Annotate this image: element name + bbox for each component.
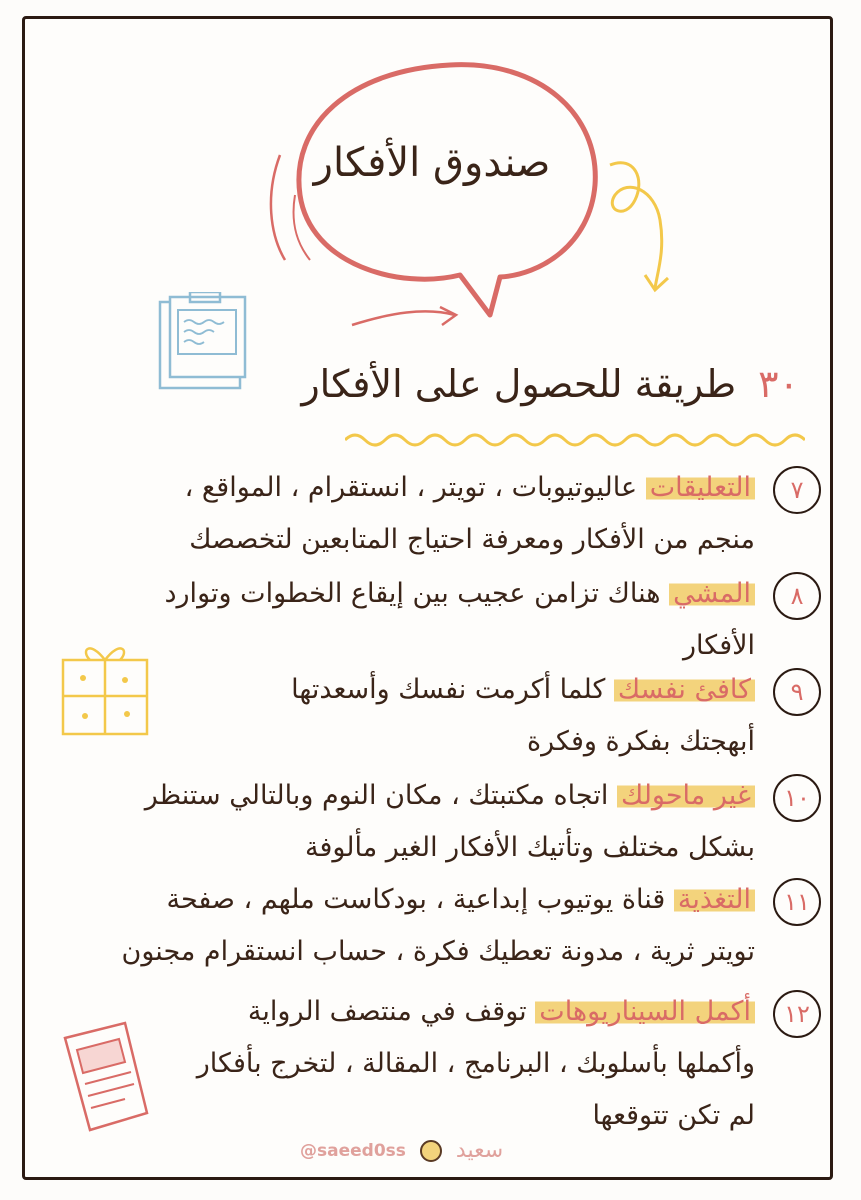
item-line: هناك تزامن عجيب بين إيقاع الخطوات وتوارد <box>164 578 661 609</box>
item-line: اتجاه مكتبتك ، مكان النوم وبالتالي ستنظر <box>144 780 609 811</box>
item-keyword: المشي <box>669 578 755 609</box>
curly-arrow-icon <box>600 150 690 300</box>
author-name: سعيد <box>455 1138 504 1163</box>
item-keyword: التعليقات <box>646 472 755 503</box>
heading-text: طريقة للحصول على الأفكار <box>301 362 737 406</box>
item-text <box>101 986 755 1142</box>
item-number-badge: ٧ <box>773 466 821 514</box>
item-line: قناة يوتيوب إبداعية ، بودكاست ملهم ، صفحة <box>166 884 666 915</box>
item-line: الأفكار <box>683 630 755 661</box>
heading-number: ٣٠ <box>758 362 799 406</box>
item-line: لم تكن تتوقعها <box>592 1100 755 1131</box>
clipboard-icon <box>150 292 250 392</box>
item-keyword: التغذية <box>674 884 755 915</box>
item-text <box>101 874 755 978</box>
item-line: كلما أكرمت نفسك وأسعدتها <box>291 674 606 705</box>
item-number-badge: ١١ <box>773 878 821 926</box>
item-line: أبهجتك بفكرة وفكرة <box>527 726 755 757</box>
item-text <box>101 568 755 672</box>
wavy-underline <box>345 428 805 452</box>
item-line: توقف في منتصف الرواية <box>247 996 527 1027</box>
avatar <box>420 1140 442 1162</box>
item-number-badge: ١٢ <box>773 990 821 1038</box>
item-line: تويتر ثرية ، مدونة تعطيك فكرة ، حساب انستقرام مجنون <box>121 936 755 967</box>
item-keyword: كافئ نفسك <box>614 674 755 705</box>
item-number-badge: ٩ <box>773 668 821 716</box>
item-line: بشكل مختلف وتأتيك الأفكار الغير مألوفة <box>304 832 755 863</box>
item-line: منجم من الأفكار ومعرفة احتياج المتابعين لتخصصك <box>189 524 755 555</box>
item-keyword: أكمل السيناريوهات <box>535 996 755 1027</box>
item-number-badge: ٨ <box>773 572 821 620</box>
item-text <box>101 664 755 768</box>
item-number-badge: ١٠ <box>773 774 821 822</box>
item-keyword: غير ماحولك <box>617 780 755 811</box>
speech-bubble-icon <box>240 45 660 345</box>
item-line: عاليوتيوبات ، تويتر ، انستقرام ، المواقع ، <box>184 472 638 503</box>
page-title: صندوق الأفكار <box>313 140 551 186</box>
section-heading <box>301 362 799 406</box>
item-text <box>101 462 755 566</box>
author-handle: @saeed0ss <box>300 1140 406 1161</box>
author-credit <box>300 1138 503 1163</box>
item-text <box>101 770 755 874</box>
item-line: وأكملها بأسلوبك ، البرنامج ، المقالة ، لتخرج بأفكار <box>196 1048 755 1079</box>
